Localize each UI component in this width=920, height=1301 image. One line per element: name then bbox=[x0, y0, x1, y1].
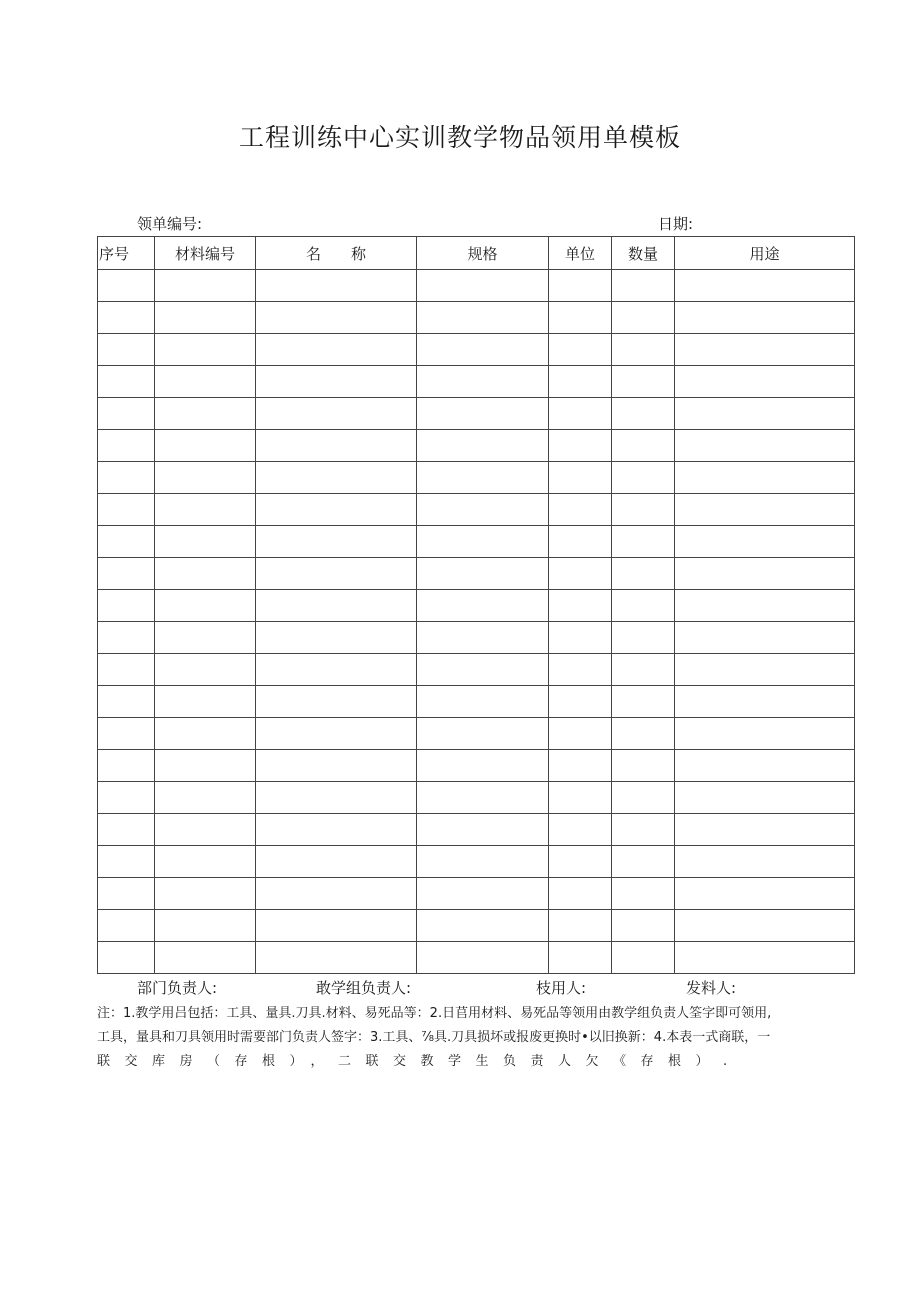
table-cell[interactable] bbox=[612, 622, 675, 654]
table-cell[interactable] bbox=[155, 750, 256, 782]
table-cell[interactable] bbox=[155, 558, 256, 590]
table-cell[interactable] bbox=[256, 718, 417, 750]
table-row bbox=[98, 878, 855, 910]
table-cell[interactable] bbox=[675, 462, 855, 494]
table-cell[interactable] bbox=[256, 750, 417, 782]
column-header-quantity: 数量 bbox=[612, 237, 675, 270]
column-header-name: 名 称 bbox=[256, 237, 417, 270]
table-cell[interactable] bbox=[675, 846, 855, 878]
table-cell[interactable] bbox=[612, 878, 675, 910]
table-row bbox=[98, 910, 855, 942]
table-cell[interactable] bbox=[675, 686, 855, 718]
table-cell[interactable] bbox=[98, 750, 155, 782]
table-row bbox=[98, 622, 855, 654]
table-cell[interactable] bbox=[155, 494, 256, 526]
table-row bbox=[98, 494, 855, 526]
table-row bbox=[98, 686, 855, 718]
table-cell[interactable] bbox=[155, 366, 256, 398]
table-cell[interactable] bbox=[417, 270, 549, 302]
table-cell[interactable] bbox=[675, 622, 855, 654]
table-cell[interactable] bbox=[98, 622, 155, 654]
table-cell[interactable] bbox=[155, 270, 256, 302]
table-cell[interactable] bbox=[98, 782, 155, 814]
table-cell[interactable] bbox=[155, 942, 256, 974]
table-cell[interactable] bbox=[549, 942, 612, 974]
table-cell[interactable] bbox=[675, 526, 855, 558]
table-cell[interactable] bbox=[549, 430, 612, 462]
note-line-1: 注：1.教学用吕包括：工具、量具.刀具.材料、易死品等：2.日苢用材料、易死品等领用由教学组负责人筌字即可领用, bbox=[97, 1006, 772, 1021]
table-body bbox=[98, 270, 855, 974]
table-cell[interactable] bbox=[155, 686, 256, 718]
table-cell[interactable] bbox=[98, 494, 155, 526]
table-cell[interactable] bbox=[549, 686, 612, 718]
table-cell[interactable] bbox=[155, 590, 256, 622]
table-cell[interactable] bbox=[549, 654, 612, 686]
table-cell[interactable] bbox=[675, 878, 855, 910]
table-cell[interactable] bbox=[256, 878, 417, 910]
table-cell[interactable] bbox=[155, 910, 256, 942]
table-cell[interactable] bbox=[417, 494, 549, 526]
table-cell[interactable] bbox=[612, 526, 675, 558]
table-row bbox=[98, 590, 855, 622]
table-cell[interactable] bbox=[612, 558, 675, 590]
recipient-signature-label: 枝用人: bbox=[536, 979, 587, 997]
table-cell[interactable] bbox=[256, 622, 417, 654]
table-row bbox=[98, 462, 855, 494]
table-cell[interactable] bbox=[675, 750, 855, 782]
table-cell[interactable] bbox=[417, 846, 549, 878]
table-cell[interactable] bbox=[675, 654, 855, 686]
table-cell[interactable] bbox=[98, 942, 155, 974]
table-cell[interactable] bbox=[417, 750, 549, 782]
issuer-signature-label: 发料人: bbox=[686, 979, 737, 997]
table-cell[interactable] bbox=[675, 430, 855, 462]
table-cell[interactable] bbox=[98, 558, 155, 590]
table-cell[interactable] bbox=[612, 814, 675, 846]
table-cell[interactable] bbox=[549, 910, 612, 942]
note-line-3: 联交库房（存根），二联交教学生负责人欠《存根）. bbox=[97, 1054, 742, 1069]
table-cell[interactable] bbox=[155, 526, 256, 558]
column-header-spec: 规格 bbox=[417, 237, 549, 270]
table-cell[interactable] bbox=[256, 430, 417, 462]
table-cell[interactable] bbox=[155, 814, 256, 846]
column-header-purpose: 用途 bbox=[675, 237, 855, 270]
table-cell[interactable] bbox=[256, 558, 417, 590]
table-cell[interactable] bbox=[675, 366, 855, 398]
table-cell[interactable] bbox=[98, 718, 155, 750]
table-cell[interactable] bbox=[675, 398, 855, 430]
table-cell[interactable] bbox=[675, 302, 855, 334]
table-cell[interactable] bbox=[155, 782, 256, 814]
table-cell[interactable] bbox=[675, 334, 855, 366]
table-cell[interactable] bbox=[675, 910, 855, 942]
table-row bbox=[98, 782, 855, 814]
table-cell[interactable] bbox=[612, 942, 675, 974]
table-cell[interactable] bbox=[256, 846, 417, 878]
table-cell[interactable] bbox=[549, 814, 612, 846]
table-cell[interactable] bbox=[549, 846, 612, 878]
table-cell[interactable] bbox=[417, 558, 549, 590]
table-cell[interactable] bbox=[549, 334, 612, 366]
table-row bbox=[98, 654, 855, 686]
table-cell[interactable] bbox=[612, 846, 675, 878]
table-cell[interactable] bbox=[612, 782, 675, 814]
table-cell[interactable] bbox=[612, 910, 675, 942]
table-cell[interactable] bbox=[549, 398, 612, 430]
table-cell[interactable] bbox=[98, 334, 155, 366]
table-cell[interactable] bbox=[417, 718, 549, 750]
table-cell[interactable] bbox=[417, 814, 549, 846]
column-header-unit: 单位 bbox=[549, 237, 612, 270]
table-cell[interactable] bbox=[417, 366, 549, 398]
table-cell[interactable] bbox=[155, 878, 256, 910]
table-cell[interactable] bbox=[98, 430, 155, 462]
table-cell[interactable] bbox=[155, 654, 256, 686]
page-title: 工程训练中心实训教学物品领用单模板 bbox=[238, 123, 681, 152]
note-line-2: 工具，量具和刀具领用时需要部门负责人签字：3.工具、⅞具.刀具损坏或报废更换时•以旧换新：4.本表一式商联，一 bbox=[97, 1030, 771, 1045]
table-cell[interactable] bbox=[549, 302, 612, 334]
table-cell[interactable] bbox=[549, 494, 612, 526]
table-cell[interactable] bbox=[612, 366, 675, 398]
table-cell[interactable] bbox=[612, 718, 675, 750]
table-cell[interactable] bbox=[675, 558, 855, 590]
table-cell[interactable] bbox=[549, 878, 612, 910]
table-cell[interactable] bbox=[256, 366, 417, 398]
table-cell[interactable] bbox=[256, 782, 417, 814]
table-row bbox=[98, 942, 855, 974]
table-cell[interactable] bbox=[98, 878, 155, 910]
table-cell[interactable] bbox=[612, 462, 675, 494]
table-cell[interactable] bbox=[612, 430, 675, 462]
table-cell[interactable] bbox=[256, 654, 417, 686]
table-cell[interactable] bbox=[612, 750, 675, 782]
table-cell[interactable] bbox=[155, 462, 256, 494]
table-row bbox=[98, 398, 855, 430]
table-cell[interactable] bbox=[417, 686, 549, 718]
table-cell[interactable] bbox=[417, 782, 549, 814]
table-cell[interactable] bbox=[98, 270, 155, 302]
table-cell[interactable] bbox=[549, 750, 612, 782]
table-cell[interactable] bbox=[256, 910, 417, 942]
table-row bbox=[98, 846, 855, 878]
requisition-table bbox=[97, 236, 855, 974]
table-cell[interactable] bbox=[417, 654, 549, 686]
table-cell[interactable] bbox=[256, 942, 417, 974]
table-cell[interactable] bbox=[155, 430, 256, 462]
table-cell[interactable] bbox=[549, 782, 612, 814]
table-cell[interactable] bbox=[612, 590, 675, 622]
table-cell[interactable] bbox=[98, 910, 155, 942]
table-cell[interactable] bbox=[417, 878, 549, 910]
table-cell[interactable] bbox=[98, 654, 155, 686]
table-cell[interactable] bbox=[549, 622, 612, 654]
table-cell[interactable] bbox=[98, 686, 155, 718]
table-header-row bbox=[98, 237, 855, 270]
table-row bbox=[98, 750, 855, 782]
table-row bbox=[98, 718, 855, 750]
table-row bbox=[98, 270, 855, 302]
table-row bbox=[98, 366, 855, 398]
group-head-signature-label: 敢学组负责人: bbox=[316, 979, 412, 997]
table-cell[interactable] bbox=[549, 718, 612, 750]
table-cell[interactable] bbox=[256, 462, 417, 494]
table-cell[interactable] bbox=[417, 302, 549, 334]
table-cell[interactable] bbox=[612, 398, 675, 430]
table-cell[interactable] bbox=[612, 686, 675, 718]
table-cell[interactable] bbox=[155, 846, 256, 878]
table-cell[interactable] bbox=[612, 494, 675, 526]
form-number-label: 领单编号: bbox=[137, 215, 203, 233]
table-cell[interactable] bbox=[256, 686, 417, 718]
table-cell[interactable] bbox=[256, 302, 417, 334]
table-cell[interactable] bbox=[98, 462, 155, 494]
table-cell[interactable] bbox=[675, 814, 855, 846]
table-cell[interactable] bbox=[612, 654, 675, 686]
table-cell[interactable] bbox=[675, 494, 855, 526]
table-cell[interactable] bbox=[256, 526, 417, 558]
table-row bbox=[98, 814, 855, 846]
table-cell[interactable] bbox=[256, 494, 417, 526]
table-cell[interactable] bbox=[549, 590, 612, 622]
date-label: 日期: bbox=[658, 215, 694, 233]
table-cell[interactable] bbox=[417, 398, 549, 430]
table-cell[interactable] bbox=[675, 782, 855, 814]
table-cell[interactable] bbox=[155, 334, 256, 366]
table-cell[interactable] bbox=[417, 622, 549, 654]
column-header-serial: 序号 bbox=[98, 237, 155, 270]
table-cell[interactable] bbox=[155, 718, 256, 750]
table-cell[interactable] bbox=[675, 718, 855, 750]
table-row bbox=[98, 558, 855, 590]
table-cell[interactable] bbox=[549, 366, 612, 398]
table-cell[interactable] bbox=[98, 302, 155, 334]
table-cell[interactable] bbox=[155, 398, 256, 430]
table-cell[interactable] bbox=[549, 558, 612, 590]
table-cell[interactable] bbox=[417, 462, 549, 494]
table-cell[interactable] bbox=[612, 302, 675, 334]
table-row bbox=[98, 334, 855, 366]
table-cell[interactable] bbox=[256, 334, 417, 366]
table-cell[interactable] bbox=[98, 366, 155, 398]
table-cell[interactable] bbox=[417, 590, 549, 622]
table-cell[interactable] bbox=[675, 270, 855, 302]
table-cell[interactable] bbox=[256, 398, 417, 430]
table-cell[interactable] bbox=[98, 846, 155, 878]
table-row bbox=[98, 430, 855, 462]
table-cell[interactable] bbox=[612, 270, 675, 302]
table-cell[interactable] bbox=[549, 270, 612, 302]
table-cell[interactable] bbox=[417, 910, 549, 942]
table-cell[interactable] bbox=[417, 334, 549, 366]
table-cell[interactable] bbox=[155, 302, 256, 334]
table-row bbox=[98, 302, 855, 334]
table-cell[interactable] bbox=[549, 462, 612, 494]
table-cell[interactable] bbox=[675, 942, 855, 974]
table-row bbox=[98, 526, 855, 558]
table-cell[interactable] bbox=[98, 398, 155, 430]
table-cell[interactable] bbox=[155, 622, 256, 654]
table-cell[interactable] bbox=[98, 526, 155, 558]
table-cell[interactable] bbox=[612, 334, 675, 366]
table-cell[interactable] bbox=[256, 270, 417, 302]
table-cell[interactable] bbox=[417, 526, 549, 558]
table-cell[interactable] bbox=[256, 814, 417, 846]
dept-head-signature-label: 部门负责人: bbox=[137, 979, 218, 997]
table-cell[interactable] bbox=[98, 814, 155, 846]
column-header-material-code: 材料编号 bbox=[155, 237, 256, 270]
table-cell[interactable] bbox=[675, 590, 855, 622]
table-cell[interactable] bbox=[417, 430, 549, 462]
table-cell[interactable] bbox=[417, 942, 549, 974]
table-cell[interactable] bbox=[256, 590, 417, 622]
table-cell[interactable] bbox=[549, 526, 612, 558]
table-cell[interactable] bbox=[98, 590, 155, 622]
